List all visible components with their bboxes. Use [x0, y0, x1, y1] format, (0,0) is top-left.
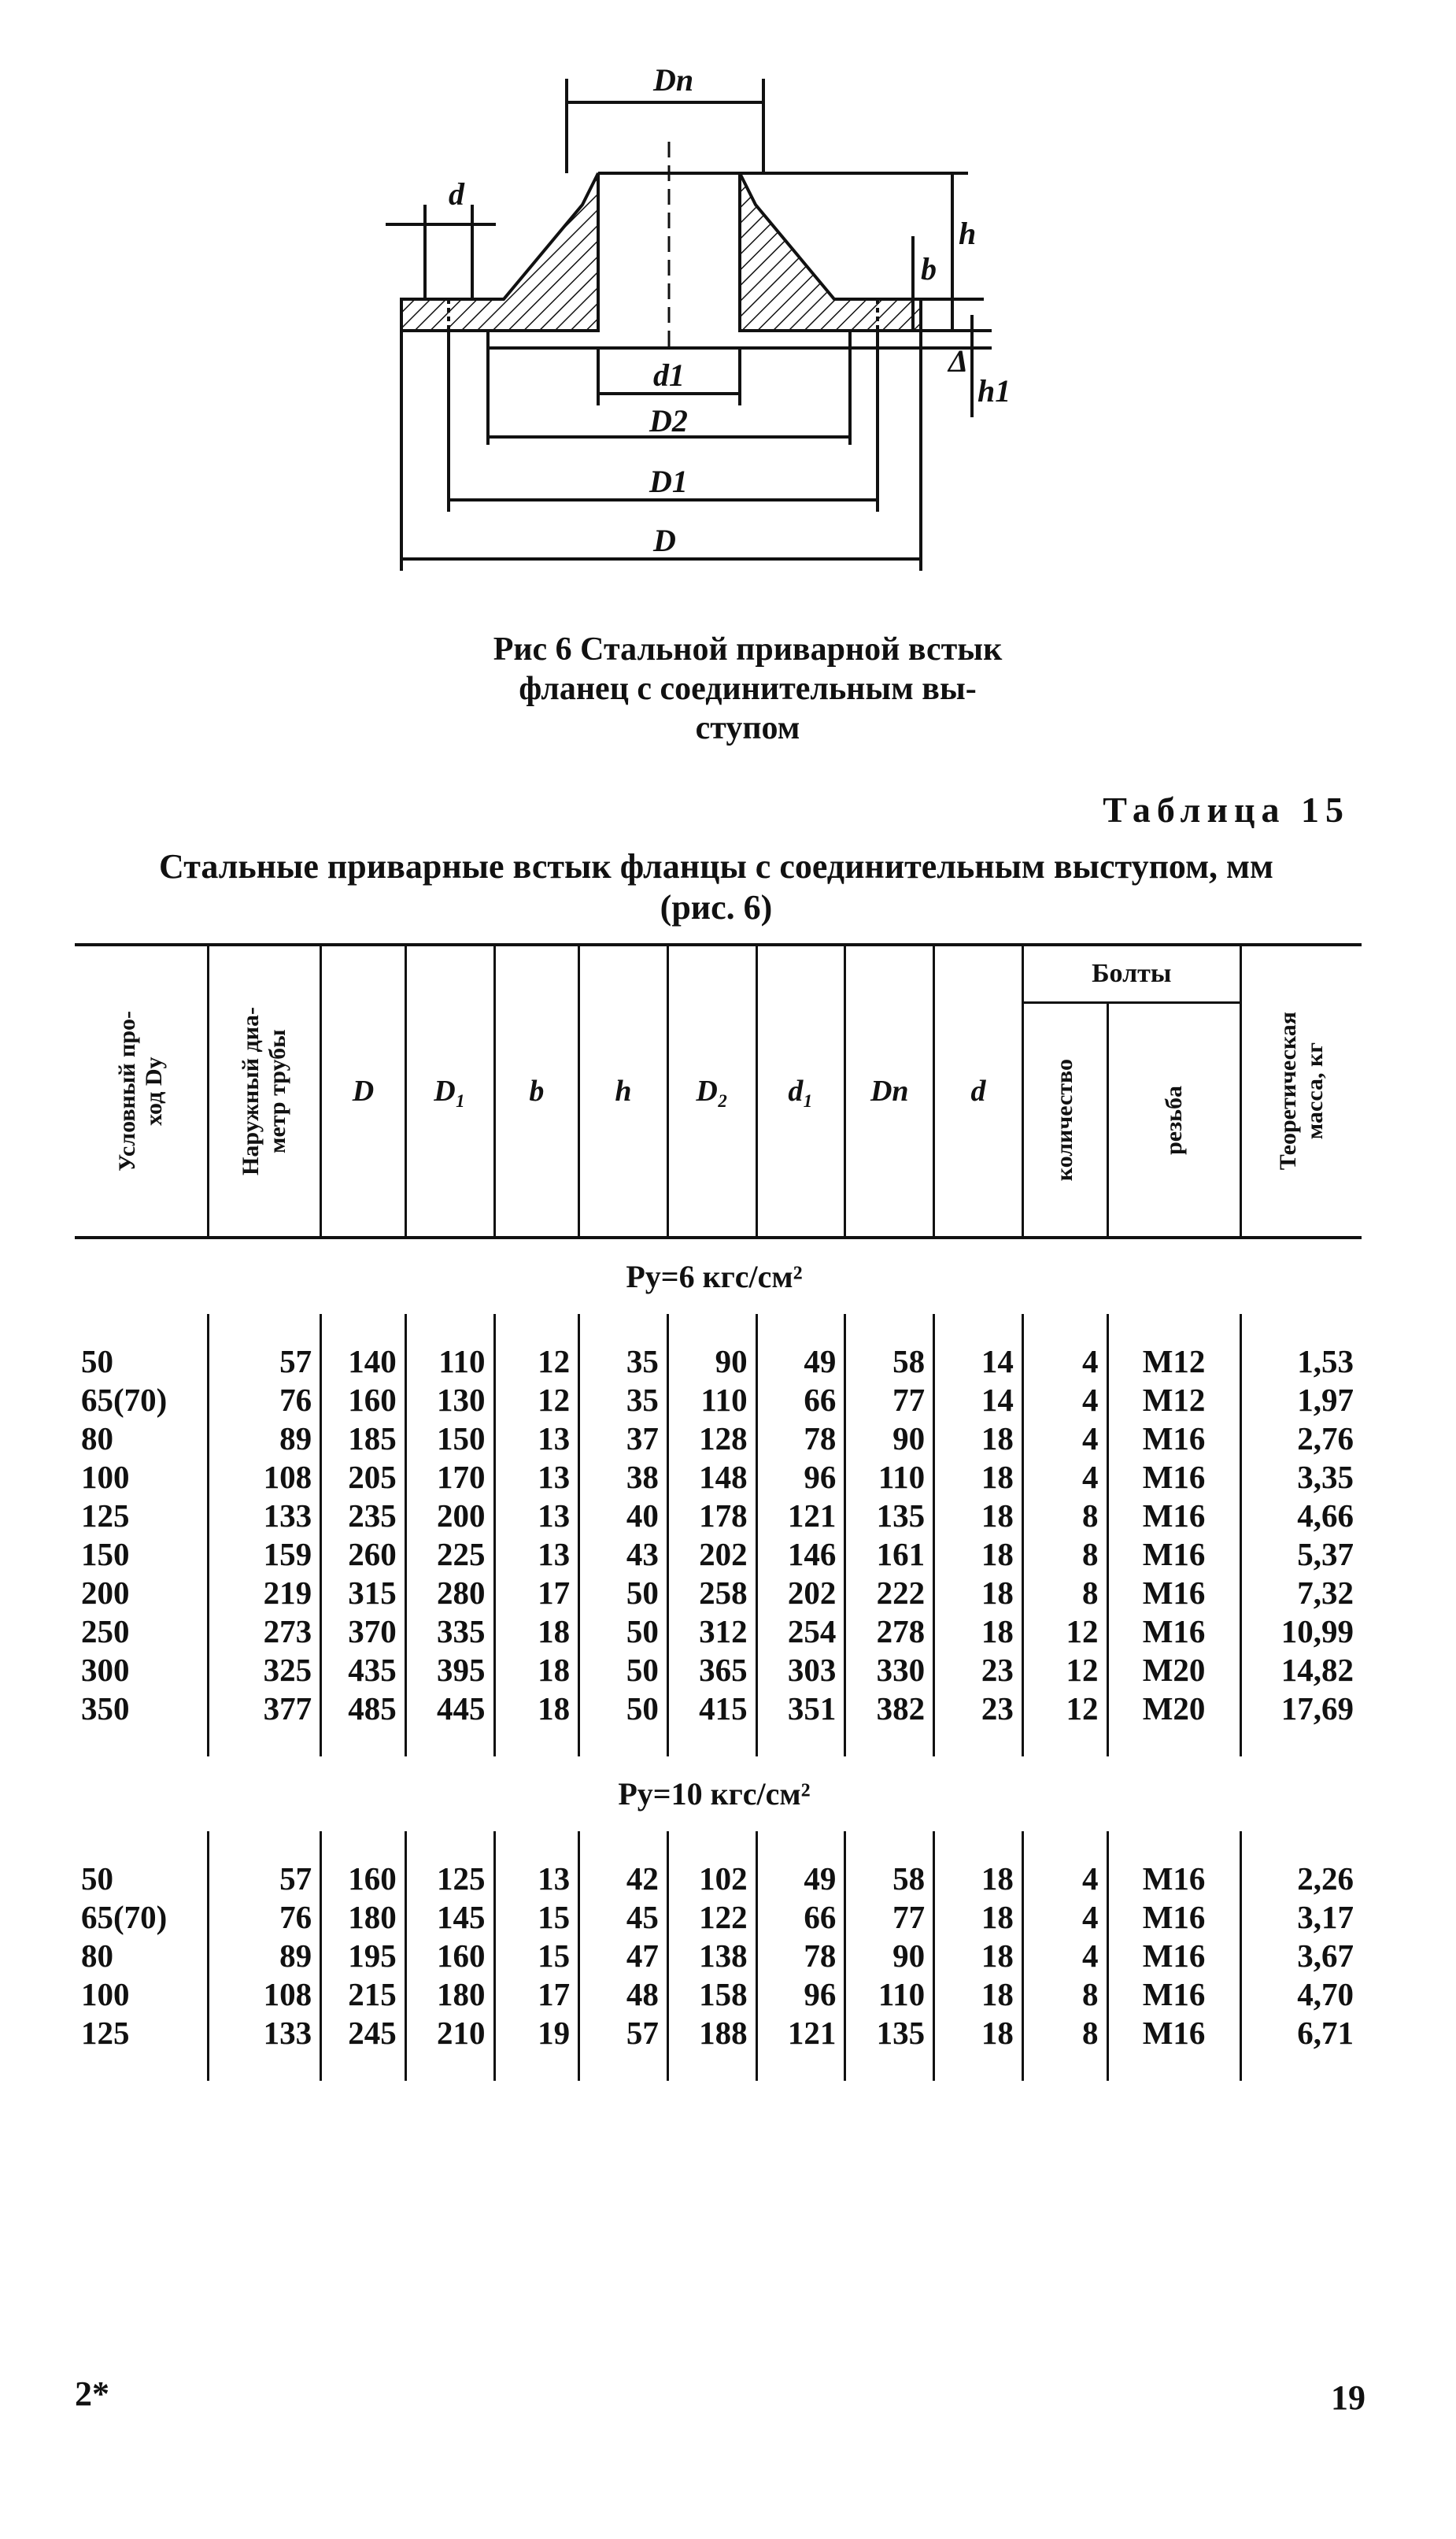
- table-cell: 254: [756, 1612, 845, 1651]
- table-cell: M12: [1107, 1381, 1240, 1419]
- table-cell: 57: [579, 2014, 668, 2052]
- table-cell: 96: [756, 1458, 845, 1497]
- table-cell: 4: [1022, 1860, 1107, 1898]
- spacer-cell: [1022, 1728, 1107, 1756]
- table-cell: 14: [934, 1342, 1023, 1381]
- spacer-cell: [667, 2052, 756, 2081]
- table-cell: 188: [667, 2014, 756, 2052]
- label-d2: D2: [649, 403, 688, 439]
- table-cell: 260: [321, 1535, 406, 1574]
- table-cell: 273: [208, 1612, 321, 1651]
- table-cell: 14: [934, 1381, 1023, 1419]
- table-row: [75, 1342, 1362, 1381]
- footer-signature: 2*: [75, 2374, 109, 2413]
- spacer-cell: [75, 2052, 208, 2081]
- table-row: [75, 1651, 1362, 1690]
- table-cell: 160: [321, 1381, 406, 1419]
- table-cell: M16: [1107, 1458, 1240, 1497]
- table-cell: 382: [845, 1690, 934, 1728]
- table-cell: 160: [321, 1860, 406, 1898]
- table-cell: M16: [1107, 1612, 1240, 1651]
- table-cell: 278: [845, 1612, 934, 1651]
- table-row: [75, 1898, 1362, 1937]
- table-cell: 90: [845, 1937, 934, 1975]
- table-cell: 215: [321, 1975, 406, 2014]
- table-cell: 18: [934, 1937, 1023, 1975]
- spacer-cell: [579, 1831, 668, 1860]
- table-cell: 14,82: [1240, 1651, 1362, 1690]
- table-cell: M20: [1107, 1690, 1240, 1728]
- table-cell: 145: [405, 1898, 494, 1937]
- col-header-D1: D₁: [405, 945, 494, 1238]
- table-cell: 235: [321, 1497, 406, 1535]
- table-title: [71, 846, 1362, 928]
- table-cell: 12: [1022, 1651, 1107, 1690]
- table-cell: 12: [1022, 1690, 1107, 1728]
- table-row: [75, 1497, 1362, 1535]
- table-cell: 65(70): [81, 1382, 168, 1418]
- table-cell: 40: [579, 1497, 668, 1535]
- table-cell: 135: [845, 1497, 934, 1535]
- col-header-D: D: [321, 945, 406, 1238]
- spacer-cell: [405, 2052, 494, 2081]
- spacer-cell: [75, 1314, 208, 1342]
- table-cell: 48: [579, 1975, 668, 2014]
- table-cell: 1,97: [1240, 1381, 1362, 1419]
- spacer-cell: [494, 1314, 579, 1342]
- table-cell: 138: [667, 1937, 756, 1975]
- table-cell: M16: [1107, 1975, 1240, 2014]
- table-cell: M12: [1107, 1342, 1240, 1381]
- table-cell: 205: [321, 1458, 406, 1497]
- table-cell: 365: [667, 1651, 756, 1690]
- table-cell: 89: [208, 1419, 321, 1458]
- table-cell: 3,67: [1240, 1937, 1362, 1975]
- table-cell: 18: [494, 1651, 579, 1690]
- spacer-cell: [1107, 1314, 1240, 1342]
- table-cell: 18: [934, 1497, 1023, 1535]
- table-cell: 77: [845, 1898, 934, 1937]
- table-cell: 148: [667, 1458, 756, 1497]
- spacer-cell: [1240, 1831, 1362, 1860]
- flange-drawing: [370, 47, 1011, 583]
- table-cell: M16: [1107, 1497, 1240, 1535]
- table-cell: 300: [81, 1652, 130, 1688]
- spacer-cell: [579, 1314, 668, 1342]
- label-h1: h1: [977, 373, 1011, 409]
- table-cell: 180: [405, 1975, 494, 2014]
- table-cell: 133: [208, 1497, 321, 1535]
- table-cell: 18: [934, 1860, 1023, 1898]
- col-header-bolts-count: количество: [1022, 1003, 1107, 1238]
- spacer-cell: [756, 1728, 845, 1756]
- table-cell: 78: [756, 1419, 845, 1458]
- table-cell: 128: [667, 1419, 756, 1458]
- table-cell: 130: [405, 1381, 494, 1419]
- table-cell: 3,35: [1240, 1458, 1362, 1497]
- table-cell: 77: [845, 1381, 934, 1419]
- table-cell: 4,66: [1240, 1497, 1362, 1535]
- table-cell: 76: [208, 1381, 321, 1419]
- table-cell: 110: [667, 1381, 756, 1419]
- table-cell: 45: [579, 1898, 668, 1937]
- spacer-cell: [494, 1831, 579, 1860]
- spacer-cell: [208, 2052, 321, 2081]
- spacer-cell: [1022, 2052, 1107, 2081]
- spacer-cell: [494, 2052, 579, 2081]
- table-label: Таблица 15: [1103, 790, 1350, 830]
- table-cell: 158: [667, 1975, 756, 2014]
- table-cell: 2,76: [1240, 1419, 1362, 1458]
- figure-caption-line2: фланец с соединительным вы-: [519, 671, 977, 707]
- table-cell: 89: [208, 1937, 321, 1975]
- label-D: D: [653, 523, 676, 558]
- table-cell: 35: [579, 1342, 668, 1381]
- table-cell: 110: [845, 1975, 934, 2014]
- table-cell: 50: [579, 1574, 668, 1612]
- table-cell: 180: [321, 1898, 406, 1937]
- table-cell: 15: [494, 1937, 579, 1975]
- table-cell: 58: [845, 1860, 934, 1898]
- label-D1: D1: [649, 464, 688, 499]
- spacer-cell: [321, 2052, 406, 2081]
- spacer-cell: [1022, 1314, 1107, 1342]
- table-cell: 50: [579, 1612, 668, 1651]
- table-cell: 395: [405, 1651, 494, 1690]
- spacer-cell: [1107, 1728, 1240, 1756]
- table-cell: M16: [1107, 1535, 1240, 1574]
- spacer-cell: [579, 2052, 668, 2081]
- label-b: b: [921, 251, 937, 287]
- table-row: [75, 1535, 1362, 1574]
- table-cell: 351: [756, 1690, 845, 1728]
- section-title: Pу=10 кгс/см²: [618, 1776, 811, 1812]
- table-cell: 38: [579, 1458, 668, 1497]
- table-cell: 303: [756, 1651, 845, 1690]
- figure-caption-line1: Рис 6 Стальной приварной встык: [493, 631, 1003, 668]
- spacer-cell: [845, 1728, 934, 1756]
- spacer-cell: [208, 1728, 321, 1756]
- table-cell: 66: [756, 1381, 845, 1419]
- table-cell: 18: [934, 1975, 1023, 2014]
- table-cell: 200: [81, 1575, 130, 1611]
- table-cell: 13: [494, 1860, 579, 1898]
- table-cell: 225: [405, 1535, 494, 1574]
- table-cell: 18: [494, 1690, 579, 1728]
- table-cell: 50: [81, 1860, 113, 1897]
- table-cell: 8: [1022, 2014, 1107, 2052]
- table-cell: 195: [321, 1937, 406, 1975]
- table-row: [75, 1419, 1362, 1458]
- table-cell: 18: [934, 1898, 1023, 1937]
- table-cell: 280: [405, 1574, 494, 1612]
- table-row: [75, 2014, 1362, 2052]
- table-cell: 49: [756, 1342, 845, 1381]
- table-cell: 135: [845, 2014, 934, 2052]
- table-cell: 12: [1022, 1612, 1107, 1651]
- table-cell: 133: [208, 2014, 321, 2052]
- col-header-d: d: [934, 945, 1023, 1238]
- table-cell: 2,26: [1240, 1860, 1362, 1898]
- table-cell: 13: [494, 1535, 579, 1574]
- table-cell: 57: [208, 1342, 321, 1381]
- table-cell: 159: [208, 1535, 321, 1574]
- table-cell: 19: [494, 2014, 579, 2052]
- col-header-d1: d₁: [756, 945, 845, 1238]
- table-cell: 50: [81, 1343, 113, 1379]
- table-cell: 415: [667, 1690, 756, 1728]
- table-row: [75, 1937, 1362, 1975]
- spacer-cell: [845, 2052, 934, 2081]
- table-cell: 3,17: [1240, 1898, 1362, 1937]
- table-cell: 200: [405, 1497, 494, 1535]
- table-cell: 110: [405, 1342, 494, 1381]
- label-dn: Dn: [653, 62, 694, 98]
- spacer-cell: [934, 1314, 1023, 1342]
- table-cell: 485: [321, 1690, 406, 1728]
- spacer-cell: [1107, 2052, 1240, 2081]
- table-cell: 350: [81, 1690, 130, 1727]
- table-cell: 202: [667, 1535, 756, 1574]
- table-cell: 5,37: [1240, 1535, 1362, 1574]
- spacer-cell: [845, 1831, 934, 1860]
- table-cell: 146: [756, 1535, 845, 1574]
- table-cell: 13: [494, 1497, 579, 1535]
- table-cell: 50: [579, 1651, 668, 1690]
- table-cell: 37: [579, 1419, 668, 1458]
- table-cell: 17: [494, 1975, 579, 2014]
- table-cell: 18: [934, 1458, 1023, 1497]
- table-cell: 100: [81, 1976, 130, 2012]
- col-header-h: h: [579, 945, 668, 1238]
- table-cell: M16: [1107, 1937, 1240, 1975]
- table-cell: 160: [405, 1937, 494, 1975]
- table-cell: 4: [1022, 1381, 1107, 1419]
- table-cell: 377: [208, 1690, 321, 1728]
- table-cell: 12: [494, 1381, 579, 1419]
- spacer-cell: [667, 1831, 756, 1860]
- table-cell: 178: [667, 1497, 756, 1535]
- table-cell: 10,99: [1240, 1612, 1362, 1651]
- table-cell: 258: [667, 1574, 756, 1612]
- spacer-cell: [934, 2052, 1023, 2081]
- table-cell: 140: [321, 1342, 406, 1381]
- table-cell: 23: [934, 1690, 1023, 1728]
- spacer-cell: [321, 1728, 406, 1756]
- col-header-mass: Теоретическая масса, кг: [1240, 945, 1362, 1238]
- table-cell: 170: [405, 1458, 494, 1497]
- table-cell: 96: [756, 1975, 845, 2014]
- col-header-bolts: Болты: [1022, 945, 1240, 1003]
- spacer-cell: [405, 1728, 494, 1756]
- page-number: 19: [1331, 2378, 1365, 2417]
- table-cell: M16: [1107, 1860, 1240, 1898]
- table-cell: 35: [579, 1381, 668, 1419]
- spacer-cell: [1240, 2052, 1362, 2081]
- table-cell: 49: [756, 1860, 845, 1898]
- table-cell: 125: [81, 2015, 130, 2051]
- table-cell: 13: [494, 1458, 579, 1497]
- table-cell: 80: [81, 1420, 113, 1456]
- table-cell: 108: [208, 1975, 321, 2014]
- spacer-cell: [405, 1314, 494, 1342]
- table-cell: M16: [1107, 1574, 1240, 1612]
- table-row: [75, 1381, 1362, 1419]
- col-header-dy: Условный про- ход Dy: [75, 945, 208, 1238]
- spacer-cell: [667, 1728, 756, 1756]
- table-cell: 8: [1022, 1975, 1107, 2014]
- spacer-cell: [667, 1314, 756, 1342]
- table-cell: 13: [494, 1419, 579, 1458]
- table-cell: 222: [845, 1574, 934, 1612]
- table-cell: 76: [208, 1898, 321, 1937]
- table-cell: 150: [405, 1419, 494, 1458]
- table-cell: 4: [1022, 1937, 1107, 1975]
- table-cell: 185: [321, 1419, 406, 1458]
- table-cell: 80: [81, 1938, 113, 1974]
- table-row: [75, 1690, 1362, 1728]
- table-cell: 110: [845, 1458, 934, 1497]
- table-cell: 50: [579, 1690, 668, 1728]
- section-title: Pу=6 кгс/см²: [626, 1259, 803, 1294]
- table-cell: 4: [1022, 1458, 1107, 1497]
- table-cell: 4: [1022, 1342, 1107, 1381]
- table-cell: 17: [494, 1574, 579, 1612]
- col-header-D2: D₂: [667, 945, 756, 1238]
- table-cell: 435: [321, 1651, 406, 1690]
- table-cell: 315: [321, 1574, 406, 1612]
- spacer-cell: [75, 1728, 208, 1756]
- table-cell: 15: [494, 1898, 579, 1937]
- table-cell: 150: [81, 1536, 130, 1572]
- table-cell: 1,53: [1240, 1342, 1362, 1381]
- table-cell: 445: [405, 1690, 494, 1728]
- spacer-cell: [845, 1314, 934, 1342]
- spacer-cell: [1240, 1314, 1362, 1342]
- table-cell: 250: [81, 1613, 130, 1649]
- table-cell: 42: [579, 1860, 668, 1898]
- table-cell: 335: [405, 1612, 494, 1651]
- table-cell: 108: [208, 1458, 321, 1497]
- spacer-cell: [208, 1314, 321, 1342]
- table-cell: 90: [667, 1342, 756, 1381]
- table-title-line2: (рис. 6): [660, 888, 773, 927]
- table-cell: 100: [81, 1459, 130, 1495]
- table-cell: 18: [934, 1574, 1023, 1612]
- table-cell: 23: [934, 1651, 1023, 1690]
- col-header-Dn: Dn: [845, 945, 934, 1238]
- table-cell: 17,69: [1240, 1690, 1362, 1728]
- table-cell: M20: [1107, 1651, 1240, 1690]
- table-cell: 312: [667, 1612, 756, 1651]
- spacer-cell: [934, 1831, 1023, 1860]
- table-row: [75, 1458, 1362, 1497]
- table-cell: 18: [934, 1419, 1023, 1458]
- table-cell: 370: [321, 1612, 406, 1651]
- label-d1: d1: [653, 357, 685, 393]
- col-header-b: b: [494, 945, 579, 1238]
- table-cell: 330: [845, 1651, 934, 1690]
- spacer-cell: [756, 1314, 845, 1342]
- table-cell: 47: [579, 1937, 668, 1975]
- col-header-bolts-thread: резьба: [1107, 1003, 1240, 1238]
- table-cell: 4: [1022, 1898, 1107, 1937]
- table-cell: 202: [756, 1574, 845, 1612]
- spacer-cell: [934, 1728, 1023, 1756]
- table-cell: 6,71: [1240, 2014, 1362, 2052]
- table-cell: 65(70): [81, 1899, 168, 1935]
- col-header-outer-diameter: Наружный диа- метр трубы: [208, 945, 321, 1238]
- table-cell: 18: [494, 1612, 579, 1651]
- spacer-cell: [1022, 1831, 1107, 1860]
- table-cell: 122: [667, 1898, 756, 1937]
- table-cell: 161: [845, 1535, 934, 1574]
- table-cell: 4: [1022, 1419, 1107, 1458]
- spacer-cell: [321, 1831, 406, 1860]
- figure-caption-line3: ступом: [695, 710, 800, 746]
- table-cell: 43: [579, 1535, 668, 1574]
- table-cell: 8: [1022, 1535, 1107, 1574]
- table-cell: 57: [208, 1860, 321, 1898]
- table-cell: 325: [208, 1651, 321, 1690]
- table-cell: 18: [934, 1535, 1023, 1574]
- table-cell: 8: [1022, 1497, 1107, 1535]
- table-cell: M16: [1107, 1898, 1240, 1937]
- table-cell: 125: [405, 1860, 494, 1898]
- table-cell: 4,70: [1240, 1975, 1362, 2014]
- table-cell: 18: [934, 1612, 1023, 1651]
- table-cell: 58: [845, 1342, 934, 1381]
- spacer-cell: [579, 1728, 668, 1756]
- table-row: [75, 1612, 1362, 1651]
- spacer-cell: [321, 1314, 406, 1342]
- table-cell: M16: [1107, 2014, 1240, 2052]
- table-cell: 245: [321, 2014, 406, 2052]
- table-cell: 210: [405, 2014, 494, 2052]
- spacer-cell: [208, 1831, 321, 1860]
- label-d: d: [449, 176, 464, 212]
- table-row: [75, 1975, 1362, 2014]
- label-h: h: [959, 216, 977, 251]
- table-cell: 66: [756, 1898, 845, 1937]
- spacer-cell: [494, 1728, 579, 1756]
- table-cell: 18: [934, 2014, 1023, 2052]
- table-cell: 121: [756, 1497, 845, 1535]
- spacer-cell: [75, 1831, 208, 1860]
- table-cell: 121: [756, 2014, 845, 2052]
- table-row: [75, 1860, 1362, 1898]
- spacer-cell: [405, 1831, 494, 1860]
- flange-table: [75, 943, 1362, 2081]
- table-cell: M16: [1107, 1419, 1240, 1458]
- table-cell: 78: [756, 1937, 845, 1975]
- table-cell: 219: [208, 1574, 321, 1612]
- spacer-cell: [1240, 1728, 1362, 1756]
- table-row: [75, 1574, 1362, 1612]
- table-cell: 102: [667, 1860, 756, 1898]
- label-delta: Δ: [948, 343, 969, 379]
- spacer-cell: [756, 2052, 845, 2081]
- spacer-cell: [1107, 1831, 1240, 1860]
- table-cell: 125: [81, 1497, 130, 1534]
- table-cell: 8: [1022, 1574, 1107, 1612]
- spacer-cell: [756, 1831, 845, 1860]
- table-cell: 90: [845, 1419, 934, 1458]
- table-cell: 7,32: [1240, 1574, 1362, 1612]
- table-title-line1: Стальные приварные встык фланцы с соединительным выступом, мм: [159, 847, 1273, 886]
- table-cell: 12: [494, 1342, 579, 1381]
